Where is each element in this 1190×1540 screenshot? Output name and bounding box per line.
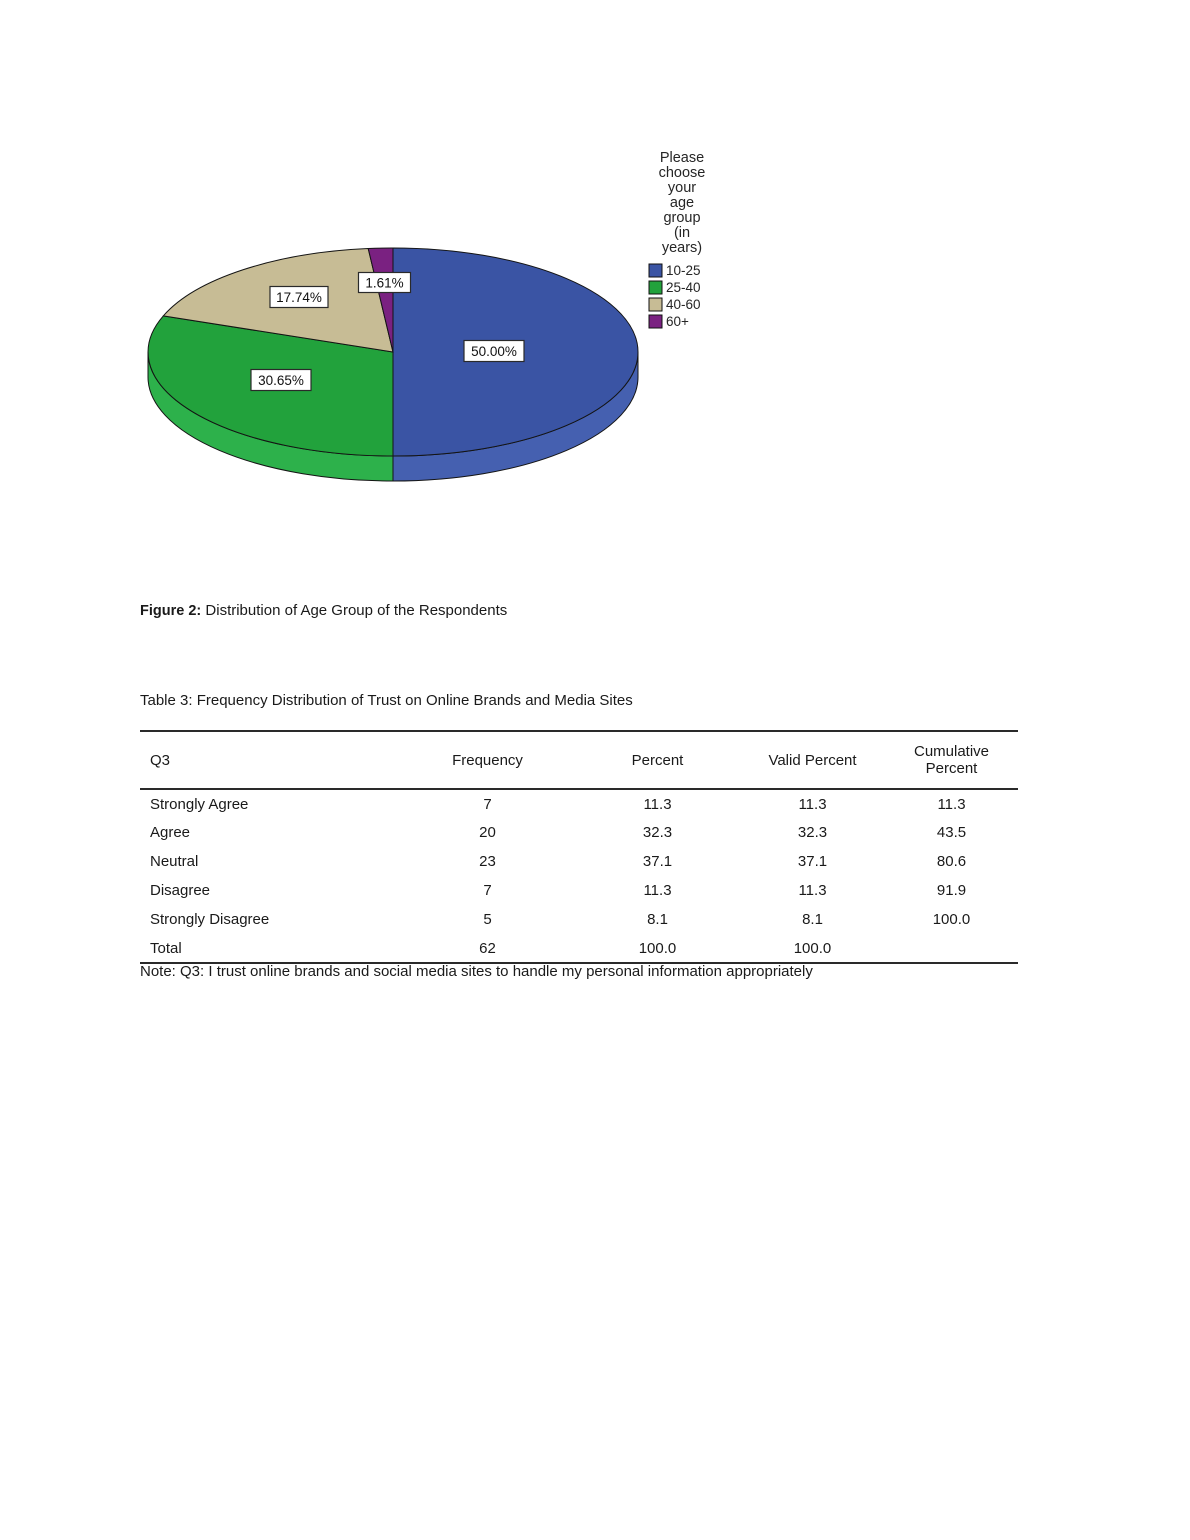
- row-label: Strongly Agree: [150, 795, 249, 813]
- table-row-total: [140, 934, 1018, 963]
- row-label: Neutral: [150, 853, 199, 870]
- cell-cumulative-percent: 43.5: [936, 824, 967, 841]
- header-frequency: Frequency: [400, 731, 575, 789]
- cell-cumulative-percent: 11.3: [937, 795, 966, 813]
- pie-label-40-60: [270, 287, 328, 308]
- table-note: Note: Q3: I trust online brands and social media sites to handle my personal information appropriately: [140, 963, 813, 980]
- header-q3: Q3: [140, 731, 400, 789]
- pie-label-10-25: [464, 341, 524, 362]
- cell-percent: 8.1: [647, 911, 668, 928]
- header-percent: Percent: [575, 731, 740, 789]
- legend-title-line: group: [663, 210, 701, 226]
- cell-percent: 32.3: [642, 824, 673, 841]
- legend-title-line: years): [661, 240, 703, 256]
- pie-chart-svg: [140, 148, 730, 493]
- legend-swatch-60plus: [649, 315, 662, 328]
- cell-frequency: 23: [479, 853, 496, 870]
- cell-valid-percent: 32.3: [797, 824, 828, 841]
- figure-caption-label: Figure 2:: [140, 603, 202, 619]
- cell-percent: 100.0: [638, 939, 677, 957]
- chart-legend: [649, 150, 705, 329]
- pie-label-60plus: [359, 273, 411, 293]
- legend-title-line: your: [667, 180, 697, 196]
- cell-frequency: 5: [483, 911, 492, 928]
- table-title: Table 3: Frequency Distribution of Trust on Online Brands and Media Sites: [140, 692, 633, 709]
- row-label: Strongly Disagree: [150, 911, 270, 928]
- cell-percent: 11.3: [643, 795, 672, 813]
- legend-swatch-10-25: [649, 264, 662, 277]
- legend-title-line: choose: [658, 165, 706, 181]
- legend-label-60plus: 60+: [666, 314, 689, 329]
- cell-cumulative-percent: [885, 934, 1018, 963]
- table-row: [140, 876, 1018, 905]
- figure-caption-text: Distribution of Age Group of the Respondents: [201, 602, 508, 619]
- figure-caption: [140, 602, 507, 619]
- cell-percent: 11.3: [643, 882, 672, 899]
- cell-valid-percent: 8.1: [802, 911, 823, 928]
- legend-swatch-25-40: [649, 281, 662, 294]
- table-row: [140, 818, 1018, 847]
- cell-frequency: 7: [483, 795, 492, 813]
- table-row: [140, 905, 1018, 934]
- header-valid-percent: Valid Percent: [740, 731, 885, 789]
- row-label: Agree: [150, 824, 191, 841]
- legend-label-40-60: 40-60: [666, 297, 701, 312]
- frequency-table: [140, 730, 1018, 964]
- cell-valid-percent: 11.3: [798, 882, 827, 899]
- row-label: Total: [150, 939, 182, 957]
- svg-text:30.65%: 30.65%: [258, 373, 304, 388]
- svg-text:50.00%: 50.00%: [471, 344, 517, 359]
- header-cumulative-percent: Cumulative Percent: [885, 731, 1018, 789]
- cell-frequency: 7: [483, 882, 492, 899]
- row-label: Disagree: [150, 882, 211, 899]
- legend-title-line: (in: [673, 225, 691, 241]
- cell-cumulative-percent: 80.6: [936, 853, 967, 870]
- cell-frequency: 20: [479, 824, 496, 841]
- svg-text:17.74%: 17.74%: [276, 290, 322, 305]
- cell-valid-percent: 11.3: [798, 795, 827, 813]
- legend-label-10-25: 10-25: [666, 263, 701, 278]
- table-row: [140, 789, 1018, 818]
- legend-title-line: age: [669, 195, 695, 211]
- legend-label-25-40: 25-40: [666, 280, 701, 295]
- cell-valid-percent: 100.0: [793, 939, 832, 957]
- cell-cumulative-percent: 91.9: [936, 882, 967, 899]
- cell-frequency: 62: [479, 939, 496, 957]
- legend-swatch-40-60: [649, 298, 662, 311]
- cell-cumulative-percent: 100.0: [932, 911, 971, 928]
- svg-text:1.61%: 1.61%: [365, 275, 404, 291]
- age-group-pie-chart: [140, 148, 730, 493]
- legend-title-line: Please: [659, 150, 705, 166]
- table-row: [140, 847, 1018, 876]
- cell-percent: 37.1: [642, 853, 673, 870]
- pie-label-25-40: [251, 370, 311, 391]
- cell-valid-percent: 37.1: [797, 853, 828, 870]
- table-header-row: [140, 731, 1018, 789]
